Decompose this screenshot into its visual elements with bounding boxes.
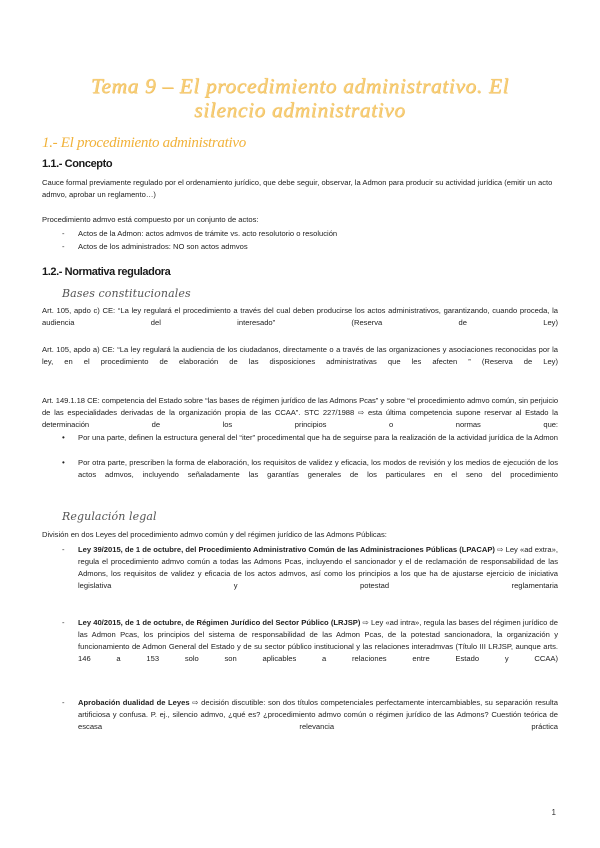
dualidad-title: Aprobación dualidad de Leyes [78,698,190,707]
law-39-2015-item [78,544,558,604]
page-number: 1 [551,808,556,817]
law-39-2015-description: ⇨ Ley «ad extra», regula el procedimiento admvo común a todas las Admons Pcas, incluyendo el sancionador y el de reclamación de responsabilidad de las Admons, los requisitos de validez y eficacia de los actos admvos, así como los principios a los que ha de ajustarse ejercicio de iniciativa legislativa y potestad reglamentaria [78,545,558,590]
law-40-2015-item [78,617,558,677]
section-heading: 1.- El procedimiento administrativo [42,135,246,151]
regulacion-heading: Regulación legal [62,510,157,523]
bases-heading: Bases constitucionales [62,287,191,300]
list-dash: - [62,545,65,554]
law-40-2015-title: Ley 40/2015, de 1 de octubre, de Régimen Jurídico del Sector Público (LRJSP) [78,618,361,627]
art105a-paragraph: Art. 105, apdo a) CE: “La ley regulará la audiencia de los ciudadanos, directamente o a través de las organizaciones y asociaciones reconocidas por la ley, en el procedimiento de elaboración de las disposiciones administrativas que les afecten ” (Reserva de Ley) [42,345,558,366]
concept-paragraph: Cauce formal previamente regulado por el ordenamiento jurídico, que debe seguir, observar, la Admon para producir su actividad jurídica (emitir un acto admvo, aprobar un reglamento…) [42,178,553,199]
law-39-2015-title: Ley 39/2015, de 1 de octubre, del Procedimiento Administrativo Común de las Administraciones Públicas (LPACAP) [78,545,495,554]
law-40-2015-description: ⇨ Ley «ad intra», regula las bases del régimen jurídico de las Admon Pcas, los principios del sistema de responsabilidad de las Admon Pcas, de la potestad sancionadora, la organización y funcionamiento de Admon General del Estado y de su sector público institucional y las relaciones interadmvas (Título III LRJSP, aunque arts. 146 a 153 solo son aplicables a relaciones entre Estado y CCAA) [78,618,558,663]
composition-paragraph: Procedimiento admvo está compuesto por un conjunto de actos: [42,215,259,224]
art149-paragraph: Art. 149.1.18 CE: competencia del Estado sobre “las bases de régimen jurídico de las Admons Pcas” y sobre “el procedimiento admvo común, sin perjuicio de las especialidades derivadas de la organización propia de las CCAA”. STC 227/1988 ⇨ esta última competencia supone reservar al Estado la determinación de los principios o normas que: [42,396,558,429]
title-line-1: Tema 9 – El procedimiento administrativo. El [90,74,510,98]
list-dash: - [62,242,65,251]
title-line-2: silencio administrativo [194,98,406,122]
bullet-marker: • [62,433,65,442]
bullet-item: Por una parte, definen la estructura general del “iter” procedimental que ha de seguirse para la realización de la actividad jurídica de la Admon [78,433,558,442]
list-dash: - [62,698,65,707]
bullet-item: Por otra parte, prescriben la forma de elaboración, los requisitos de validez y eficacia, los modos de revisión y los medios de ejecución de los actos admvos, incluyendo señaladamente las garantías generales de los particulares en el seno del procedimiento [78,458,558,479]
list-dash: - [62,229,65,238]
subsection-heading-concepto: 1.1.- Concepto [42,158,113,170]
subsection-heading-normativa: 1.2.- Normativa reguladora [42,266,171,278]
dualidad-item [78,697,558,745]
art105c-paragraph: Art. 105, apdo c) CE: “La ley regulará el procedimiento a través del cual deben producirse los actos administrativos, garantizando, cuando proceda, la audiencia del interesado” (Reserva de Ley) [42,306,558,327]
list-item: Actos de los administrados: NO son actos admvos [78,242,248,251]
document-title [48,74,552,122]
dualidad-description: ⇨ decisión discutible: son dos títulos competenciales perfectamente intercambiables, su separación resulta artificiosa y confusa. P. ej., silencio admvo, ¿qué es? ¿procedimiento admvo común o régimen jurídico de las Admons? Cuestión teórica de escasa relevancia práctica [78,698,558,731]
list-item: Actos de la Admon: actos admvos de trámite vs. acto resolutorio o resolución [78,229,338,238]
bullet-marker: • [62,458,65,467]
legal-intro: División en dos Leyes del procedimiento admvo común y del régimen jurídico de las Admons Públicas: [42,530,387,539]
list-dash: - [62,618,65,627]
